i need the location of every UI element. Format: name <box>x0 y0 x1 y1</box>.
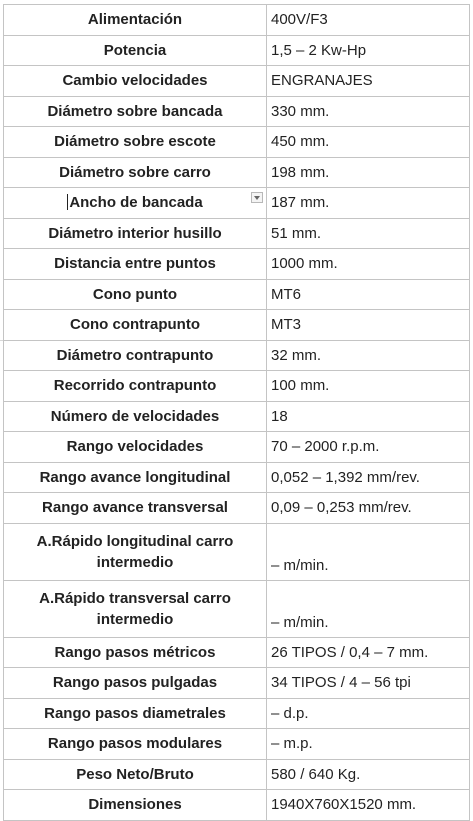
table-row <box>4 698 470 729</box>
spec-value: 18 <box>267 401 470 432</box>
table-row <box>4 340 470 371</box>
spec-label: A.Rápido longitudinal carro intermedio <box>4 523 267 580</box>
table-row <box>4 729 470 760</box>
spec-label: Cono contrapunto <box>4 310 267 341</box>
table-row <box>4 157 470 188</box>
table-row <box>4 432 470 463</box>
spec-label: Distancia entre puntos <box>4 249 267 280</box>
spec-label: Diámetro sobre carro <box>4 157 267 188</box>
table-row <box>4 218 470 249</box>
spec-label: Recorrido contrapunto <box>4 371 267 402</box>
spec-label: Rango avance longitudinal <box>4 462 267 493</box>
table-row <box>4 127 470 158</box>
table-row <box>4 96 470 127</box>
table-row <box>4 279 470 310</box>
spec-label: Diámetro interior husillo <box>4 218 267 249</box>
spec-value: 330 mm. <box>267 96 470 127</box>
spec-value: 100 mm. <box>267 371 470 402</box>
spec-value: 1940X760X1520 mm. <box>267 790 470 821</box>
table-row <box>4 493 470 524</box>
specifications-table <box>3 4 470 821</box>
table-row <box>4 35 470 66</box>
spec-label: Alimentación <box>4 5 267 36</box>
spec-value: 1,5 – 2 Kw-Hp <box>267 35 470 66</box>
spec-value: 51 mm. <box>267 218 470 249</box>
spec-label: Cambio velocidades <box>4 66 267 97</box>
spec-value: 450 mm. <box>267 127 470 158</box>
table-row <box>4 5 470 36</box>
spec-value: – m.p. <box>267 729 470 760</box>
spec-value: – m/min. <box>267 523 470 580</box>
spec-label: Cono punto <box>4 279 267 310</box>
table-row <box>4 790 470 821</box>
spec-value: – m/min. <box>267 580 470 637</box>
spec-value: 0,09 – 0,253 mm/rev. <box>267 493 470 524</box>
spec-label: Ancho de bancada <box>69 194 203 212</box>
spec-value: 70 – 2000 r.p.m. <box>267 432 470 463</box>
spec-label: Dimensiones <box>4 790 267 821</box>
spec-label: Rango velocidades <box>4 432 267 463</box>
spec-label: Rango pasos diametrales <box>4 698 267 729</box>
spec-value: ENGRANAJES <box>267 66 470 97</box>
table-row-selected <box>4 188 470 219</box>
selected-cell[interactable] <box>4 188 267 219</box>
table-row <box>4 462 470 493</box>
spec-value: 26 TIPOS / 0,4 – 7 mm. <box>267 637 470 668</box>
spec-value: 187 mm. <box>267 188 470 219</box>
spec-value: 400V/F3 <box>267 5 470 36</box>
spec-label: Peso Neto/Bruto <box>4 759 267 790</box>
spec-label: Diámetro sobre escote <box>4 127 267 158</box>
spec-value: 34 TIPOS / 4 – 56 tpi <box>267 668 470 699</box>
spec-label: Rango pasos modulares <box>4 729 267 760</box>
table-row <box>4 759 470 790</box>
spec-label: Potencia <box>4 35 267 66</box>
table-row <box>4 310 470 341</box>
spec-value: 198 mm. <box>267 157 470 188</box>
spec-label: Número de velocidades <box>4 401 267 432</box>
cell-dropdown-icon[interactable] <box>251 192 263 203</box>
spec-label: A.Rápido transversal carro intermedio <box>4 580 267 637</box>
table-row <box>4 66 470 97</box>
table-row <box>4 371 470 402</box>
spec-value: 32 mm. <box>267 340 470 371</box>
spec-label: Rango avance transversal <box>4 493 267 524</box>
table-row <box>4 668 470 699</box>
table-row <box>4 401 470 432</box>
spec-value: 580 / 640 Kg. <box>267 759 470 790</box>
spec-value: 1000 mm. <box>267 249 470 280</box>
spec-value: – d.p. <box>267 698 470 729</box>
spec-label: Diámetro contrapunto <box>4 340 267 371</box>
spec-label: Rango pasos métricos <box>4 637 267 668</box>
spec-value: 0,052 – 1,392 mm/rev. <box>267 462 470 493</box>
table-row <box>4 580 470 637</box>
table-row <box>4 523 470 580</box>
table-row <box>4 637 470 668</box>
spec-value: MT6 <box>267 279 470 310</box>
spec-label: Diámetro sobre bancada <box>4 96 267 127</box>
table-row <box>4 249 470 280</box>
spec-label: Rango pasos pulgadas <box>4 668 267 699</box>
spec-value: MT3 <box>267 310 470 341</box>
